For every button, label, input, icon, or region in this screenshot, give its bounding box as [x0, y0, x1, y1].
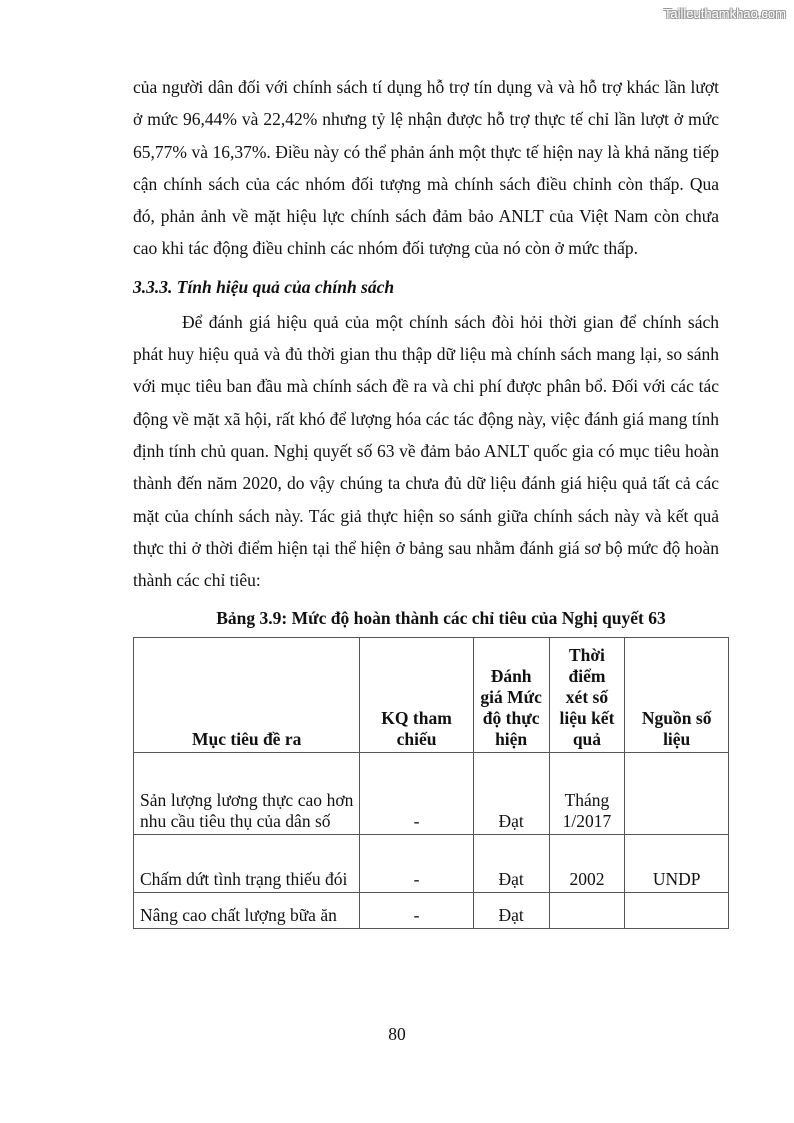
header-evaluation: Đánh giá Mức độ thực hiện	[473, 638, 549, 753]
page-content	[133, 71, 719, 929]
watermark: Tailieuthamkhao.com	[663, 6, 786, 21]
cell-time: 2002	[549, 835, 625, 893]
section-heading: 3.3.3. Tính hiệu quả của chính sách	[133, 276, 395, 297]
cell-source	[625, 753, 729, 835]
header-goal: Mục tiêu đề ra	[134, 638, 360, 753]
cell-time	[549, 893, 625, 929]
header-source: Nguồn số liệu	[625, 638, 729, 753]
cell-goal: Nâng cao chất lượng bữa ăn	[134, 893, 360, 929]
header-reference: KQ tham chiếu	[360, 638, 473, 753]
cell-evaluation: Đạt	[473, 835, 549, 893]
cell-reference: -	[360, 893, 473, 929]
cell-goal: Sản lượng lương thực cao hơn nhu cầu tiêu thụ của dân số	[134, 753, 360, 835]
cell-reference: -	[360, 753, 473, 835]
cell-source: UNDP	[625, 835, 729, 893]
page-number: 80	[388, 1024, 406, 1044]
cell-reference: -	[360, 835, 473, 893]
cell-goal: Chấm dứt tình trạng thiếu đói	[134, 835, 360, 893]
cell-source	[625, 893, 729, 929]
paragraph-1: của người dân đối với chính sách tí dụng hỗ trợ tín dụng và và hỗ trợ khác lần lượt ở mức 96,44% và 22,42% nhưng tỷ lệ nhận được hỗ trợ thực tế chỉ lần lượt ở mức 65,77% và 16,37%. Điều này có thể phản ánh một thực tế hiện nay là khả năng tiếp cận chính sách của các nhóm đối tượng mà chính sách điều chỉnh còn thấp. Qua đó, phản ảnh về mặt hiệu lực chính sách đảm bảo ANLT của Việt Nam còn chưa cao khi tác động điều chỉnh các nhóm đối tượng của nó còn ở mức thấp.	[133, 77, 719, 259]
cell-evaluation: Đạt	[473, 753, 549, 835]
goals-table	[133, 637, 729, 929]
table-caption: Bảng 3.9: Mức độ hoàn thành các chỉ tiêu của Nghị quyết 63	[216, 608, 666, 629]
cell-evaluation: Đạt	[473, 893, 549, 929]
table-header-row	[134, 638, 729, 753]
cell-time: Tháng 1/2017	[549, 753, 625, 835]
table-row	[134, 893, 729, 929]
paragraph-2: Để đánh giá hiệu quả của một chính sách đòi hỏi thời gian để chính sách phát huy hiệu quả và đủ thời gian thu thập dữ liệu mà chính sách mang lại, so sánh với mục tiêu ban đầu mà chính sách đề ra và chi phí được phân bổ. Đối với các tác động về mặt xã hội, rất khó để lượng hóa các tác động này, việc đánh giá mang tính định tính chủ quan. Nghị quyết số 63 về đảm bảo ANLT quốc gia có mục tiêu hoàn thành đến năm 2020, do vậy chúng ta chưa đủ dữ liệu đánh giá hiệu quả tất cả các mặt của chính sách này. Tác giả thực hiện so sánh giữa chính sách này và kết quả thực thi ở thời điểm hiện tại thể hiện ở bảng sau nhằm đánh giá sơ bộ mức độ hoàn thành các chỉ tiêu:	[133, 311, 719, 591]
table-row	[134, 753, 729, 835]
header-time: Thời điểm xét số liệu kết quả	[549, 638, 625, 753]
table-row	[134, 835, 729, 893]
